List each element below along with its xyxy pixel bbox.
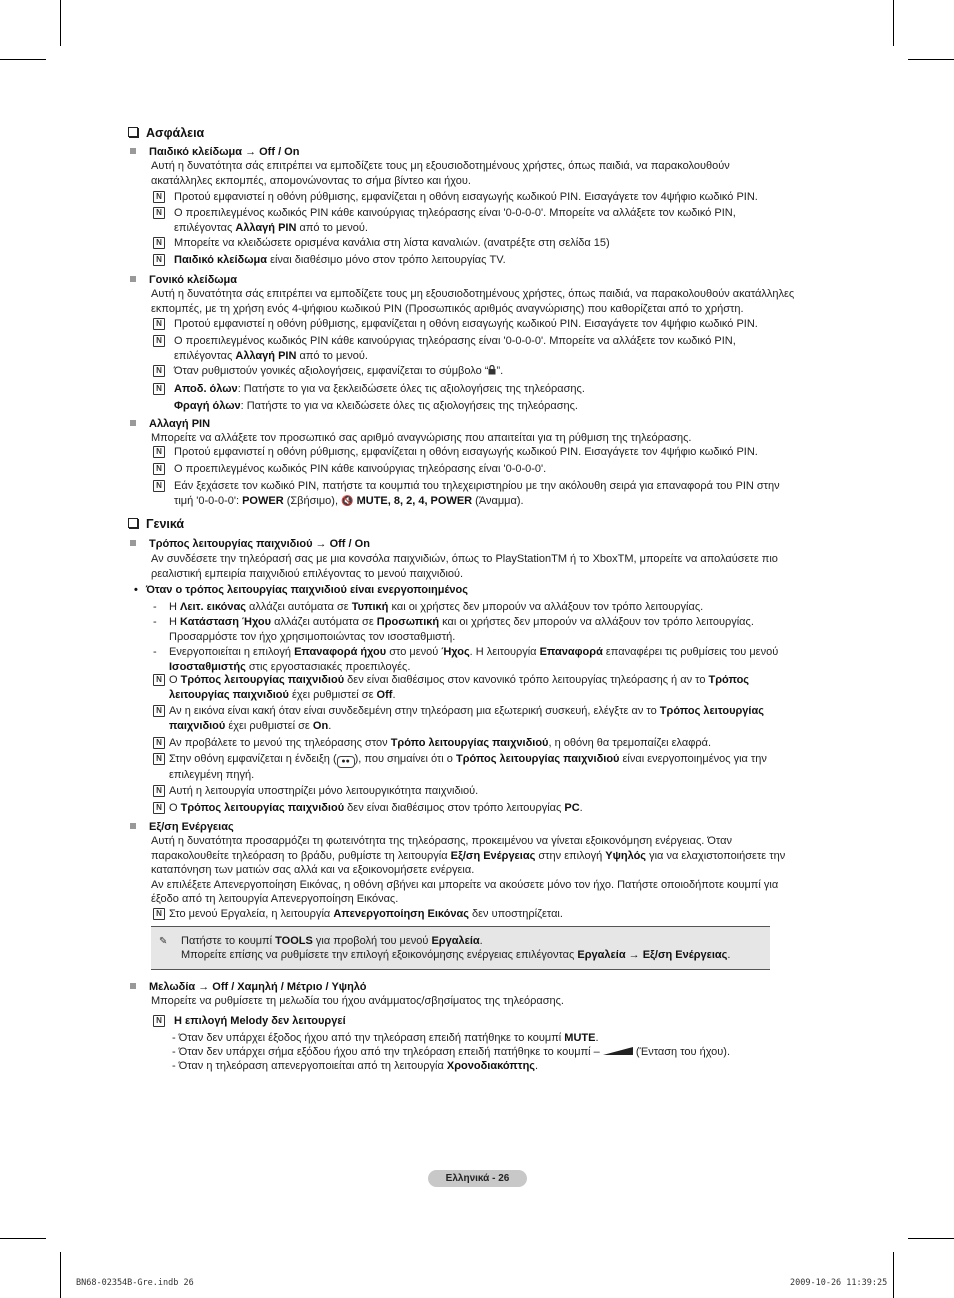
crop-mark xyxy=(893,1252,894,1298)
crop-mark xyxy=(60,1252,61,1298)
bullet-dot-icon: • xyxy=(134,584,138,596)
note: N Στην οθόνη εμφανίζεται η ένδειξη ( ●● ), που σημαίνει ότι ο Τρόπος λειτουργίας παιχνιδιού είναι ενεργοποιημένος για την επιλεγμένη πηγή. xyxy=(153,752,833,783)
note-n-icon: N xyxy=(153,1015,165,1027)
dash-item: - Ενεργοποιείται η επιλογή Επαναφορά ήχου στο μενού Ήχος. Η λειτουργία Επαναφορά επαναφέρει τις ρυθμίσεις του μενού Ισοσταθμιστής στις εργοστασιακές προεπιλογές. xyxy=(153,646,779,673)
crop-mark xyxy=(908,1238,954,1239)
note-n-icon: N xyxy=(153,480,165,492)
note-n-icon: N xyxy=(153,908,165,920)
note: N Αν η εικόνα είναι κακή όταν είναι συνδεδεμένη στην τηλεόραση μια εξωτερική συσκευή, ελέγξτε αν το Τρόπος λειτουργίας παιχνιδιού έχει ρυθμιστεί σε On. xyxy=(153,704,833,733)
section-title-security: Ασφάλεια xyxy=(128,126,204,140)
square-bullet-icon xyxy=(130,276,136,282)
note: N Η επιλογή Melody δεν λειτουργεί xyxy=(153,1014,833,1029)
note: N Εάν ξεχάσετε τον κωδικό PIN, πατήστε τα κουμπιά του τηλεχειριστηρίου με την ακόλουθη σειρά για επαναφορά του PIN στην τιμή '0-0-0-0': POWER (Σβήσιμο), 🔇 MUTE, 8, 2, 4, POWER (Άναμμα). xyxy=(153,479,833,509)
gamepad-icon: ●● xyxy=(337,756,355,768)
note-n-icon: N xyxy=(153,207,165,219)
note: N Μπορείτε να κλειδώσετε ορισμένα κανάλια στη λίστα καναλιών. (ανατρέξτε στη σελίδα 15) xyxy=(153,236,833,251)
item-title-melody: Μελωδία → Off / Χαμηλή / Μέτριο / Υψηλό xyxy=(130,981,367,993)
footer-file: BN68-02354B-Gre.indb 26 xyxy=(76,1278,194,1288)
game-mode-description: Αν συνδέσετε την τηλεόρασή σας με μια κονσόλα παιχνιδιών, όπως το PlayStationTM ή το XboxTM, μπορείτε να απολαύσετε πιο ρεαλιστική εμπειρία παιχνιδιού επιλέγοντας το μενού παιχνιδιού. xyxy=(151,553,778,580)
crop-mark xyxy=(0,59,46,60)
note: N Ο προεπιλεγμένος κωδικός PIN κάθε καινούργιας τηλεόρασης είναι '0-0-0-0'. Μπορείτε να αλλάξετε τον κωδικό PIN, επιλέγοντας Αλλαγή PIN από το μενού. xyxy=(153,334,833,363)
child-lock-description: Αυτή η δυνατότητα σάς επιτρέπει να εμποδίζετε τους μη εξουσιοδοτημένους χρήστες, όπως παιδιά, να παρακολουθούν ακατάλληλες εκπομπές, απομονώνοντας το σήμα βίντεο και ήχου. xyxy=(151,160,730,187)
note: N Ο προεπιλεγμένος κωδικός PIN κάθε καινούργιας τηλεόρασης είναι '0-0-0-0'. Μπορείτε να αλλάξετε τον κωδικό PIN, επιλέγοντας Αλλαγή PIN από το μενού. xyxy=(153,206,833,235)
note: N Παιδικό κλείδωμα είναι διαθέσιμο μόνο στον τρόπο λειτουργίας TV. xyxy=(153,253,833,268)
note: N Ο Τρόπος λειτουργίας παιχνιδιού δεν είναι διαθέσιμος στον κανονικό τρόπο λειτουργίας τηλεόρασης ή αν το Τρόπος λειτουργίας παιχνιδιού έχει ρυθμιστεί σε Off. xyxy=(153,673,833,702)
note-n-icon: N xyxy=(153,463,165,475)
crop-mark xyxy=(60,0,61,46)
energy-saving-description: Αυτή η δυνατότητα προσαρμόζει τη φωτεινότητα της τηλεόρασης, προκειμένου να γίνεται εξοικονόμηση ενέργειας. Όταν παρακολουθείτε τηλεόραση το βράδυ, ρυθμίστε τη λειτουργία Εξ/ση Ενέργειας στην επιλογή Υψηλός για να ελαχιστοποιήσετε την καταπόνηση των ματιών σας αλλά και να εξοικονομήσετε ενέργεια. Αν επιλέξετε Απενεργοποίηση Εικόνας, η οθόνη σβήνει και μπορείτε να ακούσετε μόνο τον ήχο. Πατήστε οποιοδήποτε κουμπί για έξοδο από τη λειτουργία Απενεργοποίηση Εικόνας. xyxy=(151,835,786,905)
item-title-change-pin: Αλλαγή PIN xyxy=(130,418,210,430)
bullet-heading: • Όταν ο τρόπος λειτουργίας παιχνιδιού είναι ενεργοποιημένος xyxy=(134,584,468,596)
square-bullet-icon xyxy=(130,823,136,829)
note: N Στο μενού Εργαλεία, η λειτουργία Απενεργοποίηση Εικόνας δεν υποστηρίζεται. xyxy=(153,907,833,922)
note-n-icon: N xyxy=(153,365,165,377)
square-bullet-icon xyxy=(130,420,136,426)
parental-lock-description: Αυτή η δυνατότητα σάς επιτρέπει να εμποδίζετε τους μη εξουσιοδοτημένους χρήστες, όπως παιδιά, να παρακολουθούν ακατάλληλες εκπομπές, με τη χρήση ενός 4-ψήφιου κωδικού PIN (Προσωπικός αριθμός αναγνώρισης) που καθορίζεται από το χρήστη. xyxy=(151,288,795,315)
item-title-parental-lock: Γονικό κλείδωμα xyxy=(130,274,237,286)
note-n-icon: N xyxy=(153,383,165,395)
mute-icon: 🔇 xyxy=(341,495,354,507)
dash-item: - Όταν δεν υπάρχει σήμα εξόδου ήχου από την τηλεόραση επειδή πατήθηκε το κουμπί – (Ένταση του ήχου). xyxy=(172,1046,731,1058)
note-n-icon: N xyxy=(153,802,165,814)
note-n-icon: N xyxy=(153,737,165,749)
crop-mark xyxy=(0,1238,46,1239)
note-n-icon: N xyxy=(153,335,165,347)
note-n-icon: N xyxy=(153,785,165,797)
item-title-game-mode: Τρόπος λειτουργίας παιχνιδιού → Off / On xyxy=(130,538,370,550)
note-n-icon: N xyxy=(153,446,165,458)
crop-mark xyxy=(908,59,954,60)
note-n-icon: N xyxy=(153,318,165,330)
dash-item: - Η Κατάσταση Ήχου αλλάζει αυτόματα σε Προσωπική και οι χρήστες δεν μπορούν να αλλάξουν τον τρόπο λειτουργίας. Προσαρμόστε τον ήχο χρησιμοποιώντας τον ισοσταθμιστή. xyxy=(153,616,754,643)
melody-description: Μπορείτε να ρυθμίσετε τη μελωδία του ήχου ανάμματος/σβησίματος της τηλεόρασης. xyxy=(151,995,564,1007)
note: N Αυτή η λειτουργία υποστηρίζει μόνο λειτουργικότητα παιχνιδιού. xyxy=(153,784,833,799)
note: N Όταν ρυθμιστούν γονικές αξιολογήσεις, εμφανίζεται το σύμβολο “ ”. xyxy=(153,364,833,379)
item-title-child-lock: Παιδικό κλείδωμα → Off / On xyxy=(130,146,299,158)
note-n-icon: N xyxy=(153,237,165,249)
checkbox-bullet-icon xyxy=(128,518,138,528)
note-n-icon: N xyxy=(153,254,165,266)
change-pin-description: Μπορείτε να αλλάξετε τον προσωπικό σας αριθμό αναγνώρισης που απαιτείται για τη ρύθμιση της τηλεόρασης. xyxy=(151,432,692,444)
square-bullet-icon xyxy=(130,148,136,154)
tools-tip-box: ✎ Πατήστε το κουμπί TOOLS για προβολή του μενού Εργαλεία. Μπορείτε επίσης να ρυθμίσετε την επιλογή εξοικονόμησης ενέργειας επιλέγοντας Εργαλεία → Εξ/ση Ενέργειας. xyxy=(151,926,770,970)
note: N Αν προβάλετε το μενού της τηλεόρασης στον Τρόπο λειτουργίας παιχνιδιού, η οθόνη θα τρεμοπαίζει ελαφρά. xyxy=(153,736,833,751)
item-title-energy-saving: Εξ/ση Ενέργειας xyxy=(130,821,234,833)
note-n-icon: N xyxy=(153,705,165,717)
note: N Προτού εμφανιστεί η οθόνη ρύθμισης, εμφανίζεται η οθόνη εισαγωγής κωδικού PIN. Εισαγάγετε τον 4ψήφιο κωδικό PIN. xyxy=(153,190,833,205)
square-bullet-icon xyxy=(130,540,136,546)
note: N Αποδ. όλων: Πατήστε το για να ξεκλειδώσετε όλες τις αξιολογήσεις της τηλεόρασης. xyxy=(153,382,833,397)
section-title-general: Γενικά xyxy=(128,517,184,531)
checkbox-bullet-icon xyxy=(128,127,138,137)
note: N Προτού εμφανιστεί η οθόνη ρύθμισης, εμφανίζεται η οθόνη εισαγωγής κωδικού PIN. Εισαγάγετε τον 4ψήφιο κωδικό PIN. xyxy=(153,317,833,332)
note-continuation: Φραγή όλων: Πατήστε το για να κλειδώσετε όλες τις αξιολογήσεις της τηλεόρασης. xyxy=(174,400,578,412)
volume-ramp-icon xyxy=(603,1047,633,1055)
note: N Προτού εμφανιστεί η οθόνη ρύθμισης, εμφανίζεται η οθόνη εισαγωγής κωδικού PIN. Εισαγάγετε τον 4ψήφιο κωδικό PIN. xyxy=(153,445,833,460)
dash-item: - Η Λειτ. εικόνας αλλάζει αυτόματα σε Τυπική και οι χρήστες δεν μπορούν να αλλάξουν τον τρόπο λειτουργίας. xyxy=(153,601,704,613)
footer-datetime: 2009-10-26 11:39:25 xyxy=(790,1278,888,1288)
remote-tools-icon: ✎ xyxy=(159,936,168,947)
dash-item: - Όταν δεν υπάρχει έξοδος ήχου από την τηλεόραση επειδή πατήθηκε το κουμπί MUTE. xyxy=(172,1032,599,1044)
note-n-icon: N xyxy=(153,191,165,203)
square-bullet-icon xyxy=(130,983,136,989)
note: N Ο Τρόπος λειτουργίας παιχνιδιού δεν είναι διαθέσιμος στον τρόπο λειτουργίας PC. xyxy=(153,801,833,816)
page-number: Ελληνικά - 26 xyxy=(428,1170,527,1187)
note: N Ο προεπιλεγμένος κωδικός PIN κάθε καινούργιας τηλεόρασης είναι '0-0-0-0'. xyxy=(153,462,833,477)
dash-item: - Όταν η τηλεόραση απενεργοποιείται από τη λειτουργία Χρονοδιακόπτης. xyxy=(172,1060,539,1072)
note-n-icon: N xyxy=(153,753,165,765)
crop-mark xyxy=(893,0,894,46)
note-n-icon: N xyxy=(153,674,165,686)
